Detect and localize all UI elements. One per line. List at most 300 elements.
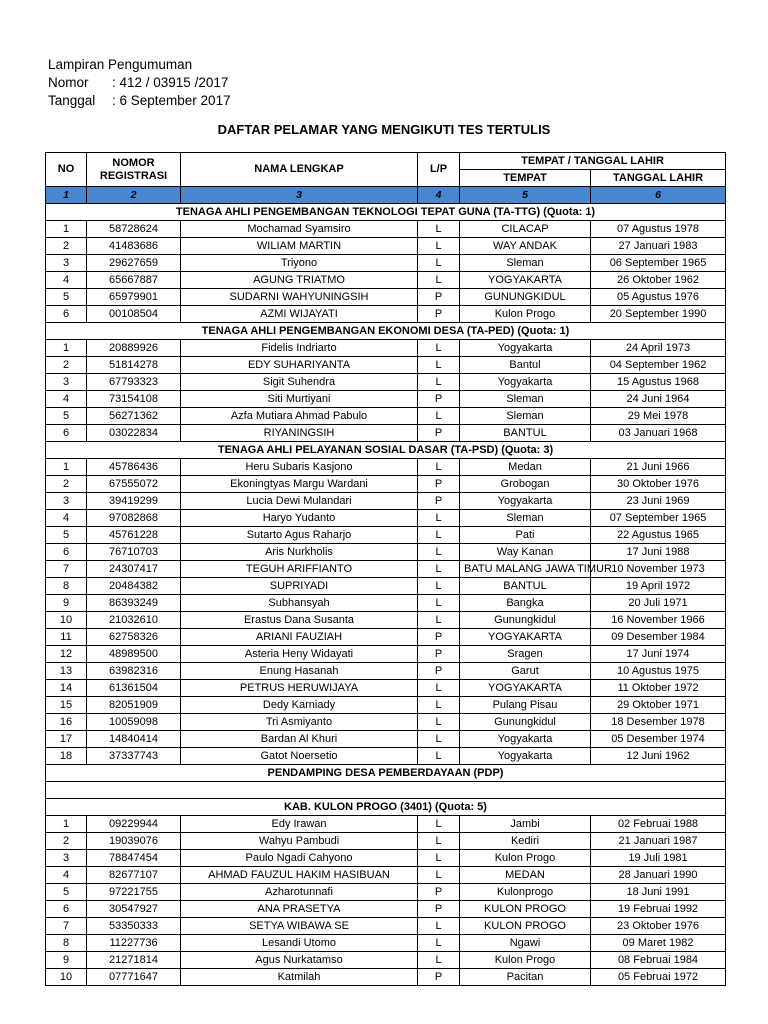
cell-registrasi: 65979901 [87, 289, 181, 306]
cell-lp: L [418, 238, 460, 255]
table-row [46, 527, 726, 544]
cell-tanggal: 06 September 1965 [591, 255, 726, 272]
cell-tempat: Medan [460, 459, 591, 476]
col-number: 1 [46, 187, 87, 204]
cell-registrasi: 48989500 [87, 646, 181, 663]
cell-registrasi: 51814278 [87, 357, 181, 374]
cell-no: 1 [46, 816, 87, 833]
cell-tempat: Pati [460, 527, 591, 544]
cell-tanggal: 20 Juli 1971 [591, 595, 726, 612]
cell-lp: L [418, 748, 460, 765]
col-number: 3 [181, 187, 418, 204]
cell-nama: Edy Irawan [181, 816, 418, 833]
table-row [46, 357, 726, 374]
cell-registrasi: 67793323 [87, 374, 181, 391]
cell-tempat: Yogyakarta [460, 340, 591, 357]
cell-registrasi: 86393249 [87, 595, 181, 612]
cell-lp: L [418, 459, 460, 476]
cell-no: 1 [46, 221, 87, 238]
table-row [46, 646, 726, 663]
col-header-registrasi-line2: REGISTRASI [99, 169, 168, 182]
cell-tanggal: 17 Juni 1974 [591, 646, 726, 663]
cell-registrasi: 62758326 [87, 629, 181, 646]
cell-no: 5 [46, 527, 87, 544]
cell-tanggal: 11 Oktober 1972 [591, 680, 726, 697]
cell-tempat: Kulon Progo [460, 952, 591, 969]
table-row [46, 408, 726, 425]
cell-tempat: Kulon Progo [460, 850, 591, 867]
table-row [46, 731, 726, 748]
cell-registrasi: 10059098 [87, 714, 181, 731]
cell-nama: Aris Nurkholis [181, 544, 418, 561]
cell-tempat: KULON PROGO [460, 918, 591, 935]
cell-tempat: Yogyakarta [460, 493, 591, 510]
cell-lp: L [418, 952, 460, 969]
cell-tanggal: 12 Juni 1962 [591, 748, 726, 765]
announcement-header [48, 56, 231, 110]
cell-tempat: Gunungkidul [460, 714, 591, 731]
cell-tanggal: 17 Juni 1988 [591, 544, 726, 561]
table-row [46, 306, 726, 323]
table-row [46, 544, 726, 561]
cell-tempat: Way Kanan [460, 544, 591, 561]
cell-no: 18 [46, 748, 87, 765]
cell-tempat: Grobogan [460, 476, 591, 493]
cell-tempat: YOGYAKARTA [460, 272, 591, 289]
cell-nama: Lucia Dewi Mulandari [181, 493, 418, 510]
table-row [46, 918, 726, 935]
cell-tempat: Bangka [460, 595, 591, 612]
col-header-tanggal: TANGGAL LAHIR [591, 170, 726, 187]
cell-no: 3 [46, 850, 87, 867]
cell-tanggal: 20 September 1990 [591, 306, 726, 323]
cell-no: 6 [46, 901, 87, 918]
cell-tanggal: 29 Oktober 1971 [591, 697, 726, 714]
cell-nama: Mochamad Syamsiro [181, 221, 418, 238]
col-number: 4 [418, 187, 460, 204]
cell-tanggal: 29 Mei 1978 [591, 408, 726, 425]
cell-no: 5 [46, 408, 87, 425]
cell-no: 10 [46, 612, 87, 629]
cell-no: 15 [46, 697, 87, 714]
cell-registrasi: 30547927 [87, 901, 181, 918]
cell-nama: TEGUH ARIFFIANTO [181, 561, 418, 578]
cell-nama: Subhansyah [181, 595, 418, 612]
cell-tanggal: 21 Januari 1987 [591, 833, 726, 850]
cell-no: 2 [46, 476, 87, 493]
table-row [46, 663, 726, 680]
cell-no: 2 [46, 357, 87, 374]
cell-tanggal: 28 Januari 1990 [591, 867, 726, 884]
cell-nama: Paulo Ngadi Cahyono [181, 850, 418, 867]
table-row [46, 459, 726, 476]
cell-registrasi: 21271814 [87, 952, 181, 969]
cell-no: 9 [46, 952, 87, 969]
cell-no: 3 [46, 255, 87, 272]
table-row [46, 901, 726, 918]
table-row [46, 272, 726, 289]
section-title: TENAGA AHLI PELAYANAN SOSIAL DASAR (TA-PSD) (Quota: 3) [46, 442, 726, 459]
cell-tempat: Sragen [460, 646, 591, 663]
cell-tempat: Kediri [460, 833, 591, 850]
cell-lp: L [418, 731, 460, 748]
cell-tempat: GUNUNGKIDUL [460, 289, 591, 306]
cell-registrasi: 24307417 [87, 561, 181, 578]
col-header-nama: NAMA LENGKAP [181, 153, 418, 187]
col-number: 5 [460, 187, 591, 204]
cell-lp: L [418, 595, 460, 612]
cell-no: 9 [46, 595, 87, 612]
table-row [46, 391, 726, 408]
cell-no: 1 [46, 340, 87, 357]
cell-no: 5 [46, 289, 87, 306]
col-number: 6 [591, 187, 726, 204]
section-title-row [46, 442, 726, 459]
cell-nama: Wahyu Pambudi [181, 833, 418, 850]
table-row [46, 493, 726, 510]
document-title: DAFTAR PELAMAR YANG MENGIKUTI TES TERTULIS [217, 122, 551, 137]
table-row [46, 697, 726, 714]
cell-tanggal: 19 April 1972 [591, 578, 726, 595]
cell-tempat: Kulonprogo [460, 884, 591, 901]
section-title-row [46, 323, 726, 340]
cell-tempat: Kulon Progo [460, 306, 591, 323]
cell-registrasi: 53350333 [87, 918, 181, 935]
cell-lp: L [418, 357, 460, 374]
cell-nama: WILIAM MARTIN [181, 238, 418, 255]
cell-tempat: Sleman [460, 510, 591, 527]
cell-tanggal: 22 Agustus 1965 [591, 527, 726, 544]
cell-lp: L [418, 561, 460, 578]
cell-registrasi: 39419299 [87, 493, 181, 510]
cell-lp: L [418, 272, 460, 289]
cell-nama: SUDARNI WAHYUNINGSIH [181, 289, 418, 306]
cell-no: 12 [46, 646, 87, 663]
cell-tempat: Gunungkidul [460, 612, 591, 629]
cell-registrasi: 41483686 [87, 238, 181, 255]
cell-registrasi: 78847454 [87, 850, 181, 867]
cell-lp: L [418, 935, 460, 952]
section-title-row [46, 204, 726, 221]
table-row [46, 289, 726, 306]
cell-lp: L [418, 816, 460, 833]
cell-tanggal: 05 Desember 1974 [591, 731, 726, 748]
cell-no: 3 [46, 493, 87, 510]
col-header-tempat: TEMPAT [460, 170, 591, 187]
table-row [46, 595, 726, 612]
cell-lp: L [418, 680, 460, 697]
section-subtitle: KAB. KULON PROGO (3401) (Quota: 5) [46, 799, 726, 816]
cell-no: 6 [46, 544, 87, 561]
cell-lp: L [418, 340, 460, 357]
cell-lp: L [418, 714, 460, 731]
cell-lp: L [418, 374, 460, 391]
cell-lp: P [418, 901, 460, 918]
cell-tempat: Jambi [460, 816, 591, 833]
cell-nama: AHMAD FAUZUL HAKIM HASIBUAN [181, 867, 418, 884]
cell-tempat: BANTUL [460, 425, 591, 442]
cell-registrasi: 97221755 [87, 884, 181, 901]
cell-tanggal: 19 Februai 1992 [591, 901, 726, 918]
cell-no: 7 [46, 918, 87, 935]
cell-registrasi: 82051909 [87, 697, 181, 714]
cell-tanggal: 05 Agustus 1976 [591, 289, 726, 306]
cell-tanggal: 08 Februai 1984 [591, 952, 726, 969]
table-row [46, 425, 726, 442]
cell-nama: SETYA WIBAWA SE [181, 918, 418, 935]
cell-tanggal: 24 April 1973 [591, 340, 726, 357]
cell-registrasi: 29627659 [87, 255, 181, 272]
cell-no: 7 [46, 561, 87, 578]
cell-nama: Ekoningtyas Margu Wardani [181, 476, 418, 493]
cell-lp: P [418, 476, 460, 493]
col-header-registrasi [87, 153, 181, 187]
cell-registrasi: 63982316 [87, 663, 181, 680]
cell-tanggal: 07 Agustus 1978 [591, 221, 726, 238]
cell-registrasi: 61361504 [87, 680, 181, 697]
cell-no: 17 [46, 731, 87, 748]
cell-tanggal: 19 Juli 1981 [591, 850, 726, 867]
cell-nama: Dedy Karniady [181, 697, 418, 714]
cell-tempat: Pulang Pisau [460, 697, 591, 714]
cell-registrasi: 45761228 [87, 527, 181, 544]
cell-nama: AZMI WIJAYATI [181, 306, 418, 323]
nomor-value: : 412 / 03915 /2017 [112, 75, 229, 90]
cell-tanggal: 03 Januari 1968 [591, 425, 726, 442]
cell-tanggal: 30 Oktober 1976 [591, 476, 726, 493]
col-header-no: NO [46, 153, 87, 187]
cell-no: 14 [46, 680, 87, 697]
cell-tempat: KULON PROGO [460, 901, 591, 918]
cell-lp: L [418, 408, 460, 425]
cell-tempat: Sleman [460, 391, 591, 408]
cell-tempat: Yogyakarta [460, 748, 591, 765]
table-row [46, 867, 726, 884]
table-row [46, 255, 726, 272]
cell-registrasi: 97082868 [87, 510, 181, 527]
cell-lp: P [418, 646, 460, 663]
cell-registrasi: 20889926 [87, 340, 181, 357]
cell-tanggal: 21 Juni 1966 [591, 459, 726, 476]
cell-nama: ANA PRASETYA [181, 901, 418, 918]
cell-no: 8 [46, 578, 87, 595]
cell-lp: L [418, 255, 460, 272]
cell-lp: P [418, 663, 460, 680]
cell-lp: P [418, 493, 460, 510]
table-row [46, 816, 726, 833]
cell-tanggal: 23 Oktober 1976 [591, 918, 726, 935]
cell-registrasi: 73154108 [87, 391, 181, 408]
cell-nama: Katmilah [181, 969, 418, 986]
cell-no: 3 [46, 374, 87, 391]
attachment-label: Lampiran Pengumuman [48, 57, 193, 72]
cell-lp: P [418, 306, 460, 323]
column-header-row [46, 153, 726, 170]
table-row [46, 561, 726, 578]
cell-registrasi: 76710703 [87, 544, 181, 561]
cell-tanggal: 18 Desember 1978 [591, 714, 726, 731]
cell-nama: PETRUS HERUWIJAYA [181, 680, 418, 697]
cell-no: 4 [46, 510, 87, 527]
cell-lp: L [418, 867, 460, 884]
cell-lp: P [418, 391, 460, 408]
table-body [46, 204, 726, 986]
cell-registrasi: 11227736 [87, 935, 181, 952]
cell-tanggal: 24 Juni 1964 [591, 391, 726, 408]
cell-no: 10 [46, 969, 87, 986]
col-number: 2 [87, 187, 181, 204]
cell-tempat: CILACAP [460, 221, 591, 238]
cell-tanggal: 10 November 1973 [591, 561, 726, 578]
cell-no: 4 [46, 391, 87, 408]
cell-nama: AGUNG TRIATMO [181, 272, 418, 289]
table-row [46, 833, 726, 850]
cell-tanggal: 05 Februai 1972 [591, 969, 726, 986]
cell-nama: Sutarto Agus Raharjo [181, 527, 418, 544]
table-row [46, 969, 726, 986]
cell-lp: L [418, 544, 460, 561]
cell-no: 6 [46, 425, 87, 442]
table-row [46, 850, 726, 867]
cell-tanggal: 15 Agustus 1968 [591, 374, 726, 391]
cell-tempat: YOGYAKARTA [460, 680, 591, 697]
cell-registrasi: 37337743 [87, 748, 181, 765]
cell-tanggal: 26 Oktober 1962 [591, 272, 726, 289]
cell-lp: L [418, 221, 460, 238]
col-header-lp: L/P [418, 153, 460, 187]
cell-no: 16 [46, 714, 87, 731]
cell-no: 11 [46, 629, 87, 646]
cell-tempat: BATU MALANG JAWA TIMUR [460, 561, 591, 578]
cell-registrasi: 09229944 [87, 816, 181, 833]
table-row [46, 748, 726, 765]
cell-no: 4 [46, 272, 87, 289]
section-title: TENAGA AHLI PENGEMBANGAN EKONOMI DESA (TA-PED) (Quota: 1) [46, 323, 726, 340]
cell-no: 13 [46, 663, 87, 680]
cell-registrasi: 67555072 [87, 476, 181, 493]
cell-tanggal: 10 Agustus 1975 [591, 663, 726, 680]
cell-tanggal: 07 September 1965 [591, 510, 726, 527]
cell-lp: L [418, 510, 460, 527]
cell-tanggal: 09 Desember 1984 [591, 629, 726, 646]
cell-lp: L [418, 527, 460, 544]
cell-tempat: Sleman [460, 255, 591, 272]
cell-tempat: Bantul [460, 357, 591, 374]
table-row [46, 374, 726, 391]
cell-tempat: Sleman [460, 408, 591, 425]
cell-tempat: Yogyakarta [460, 374, 591, 391]
cell-nama: Lesandi Utomo [181, 935, 418, 952]
cell-registrasi: 21032610 [87, 612, 181, 629]
col-header-registrasi-line1: NOMOR [112, 156, 155, 169]
cell-lp: P [418, 884, 460, 901]
cell-tempat: Pacitan [460, 969, 591, 986]
table-row [46, 952, 726, 969]
cell-no: 4 [46, 867, 87, 884]
cell-registrasi: 03022834 [87, 425, 181, 442]
cell-nama: SUPRIYADI [181, 578, 418, 595]
cell-nama: Erastus Dana Susanta [181, 612, 418, 629]
cell-lp: L [418, 833, 460, 850]
table-row [46, 714, 726, 731]
cell-nama: Gatot Noersetio [181, 748, 418, 765]
cell-registrasi: 82677107 [87, 867, 181, 884]
cell-tanggal: 27 Januari 1983 [591, 238, 726, 255]
cell-lp: P [418, 289, 460, 306]
table-row [46, 629, 726, 646]
cell-tempat: YOGYAKARTA [460, 629, 591, 646]
tanggal-label: Tanggal [48, 93, 96, 108]
cell-nama: EDY SUHARIYANTA [181, 357, 418, 374]
cell-lp: P [418, 629, 460, 646]
cell-no: 2 [46, 238, 87, 255]
cell-nama: Triyono [181, 255, 418, 272]
cell-tempat: WAY ANDAK [460, 238, 591, 255]
cell-lp: L [418, 578, 460, 595]
cell-lp: L [418, 918, 460, 935]
cell-lp: P [418, 425, 460, 442]
table-row [46, 612, 726, 629]
cell-registrasi: 20484382 [87, 578, 181, 595]
cell-nama: Agus Nurkatamso [181, 952, 418, 969]
table-row [46, 884, 726, 901]
section-title: PENDAMPING DESA PEMBERDAYAAN (PDP) [46, 765, 726, 782]
cell-tempat: BANTUL [460, 578, 591, 595]
cell-no: 6 [46, 306, 87, 323]
section-subtitle-row [46, 799, 726, 816]
cell-tempat: Garut [460, 663, 591, 680]
cell-lp: L [418, 612, 460, 629]
cell-nama: Enung Hasanah [181, 663, 418, 680]
table-row [46, 476, 726, 493]
section-spacer [46, 782, 726, 799]
col-header-ttl: TEMPAT / TANGGAL LAHIR [460, 153, 726, 170]
cell-nama: Haryo Yudanto [181, 510, 418, 527]
nomor-label: Nomor [48, 75, 89, 90]
cell-tanggal: 16 November 1966 [591, 612, 726, 629]
table-row [46, 340, 726, 357]
cell-nama: Sigit Suhendra [181, 374, 418, 391]
table-row [46, 238, 726, 255]
cell-nama: Fidelis Indriarto [181, 340, 418, 357]
cell-no: 2 [46, 833, 87, 850]
cell-no: 1 [46, 459, 87, 476]
cell-no: 8 [46, 935, 87, 952]
cell-registrasi: 07771647 [87, 969, 181, 986]
cell-registrasi: 19039076 [87, 833, 181, 850]
cell-tempat: MEDAN [460, 867, 591, 884]
cell-nama: Heru Subaris Kasjono [181, 459, 418, 476]
cell-registrasi: 56271362 [87, 408, 181, 425]
cell-tanggal: 23 Juni 1969 [591, 493, 726, 510]
cell-nama: ARIANI FAUZIAH [181, 629, 418, 646]
cell-tempat: Yogyakarta [460, 731, 591, 748]
cell-nama: Siti Murtiyani [181, 391, 418, 408]
applicant-table [45, 152, 726, 986]
cell-lp: P [418, 969, 460, 986]
cell-nama: Bardan Al Khuri [181, 731, 418, 748]
cell-nama: Azfa Mutiara Ahmad Pabulo [181, 408, 418, 425]
cell-tanggal: 18 Juni 1991 [591, 884, 726, 901]
cell-nama: Azharotunnafi [181, 884, 418, 901]
cell-lp: L [418, 850, 460, 867]
section-title-row [46, 765, 726, 782]
table-row [46, 578, 726, 595]
table-row [46, 680, 726, 697]
cell-tanggal: 04 September 1962 [591, 357, 726, 374]
table-row [46, 510, 726, 527]
cell-tanggal: 09 Maret 1982 [591, 935, 726, 952]
